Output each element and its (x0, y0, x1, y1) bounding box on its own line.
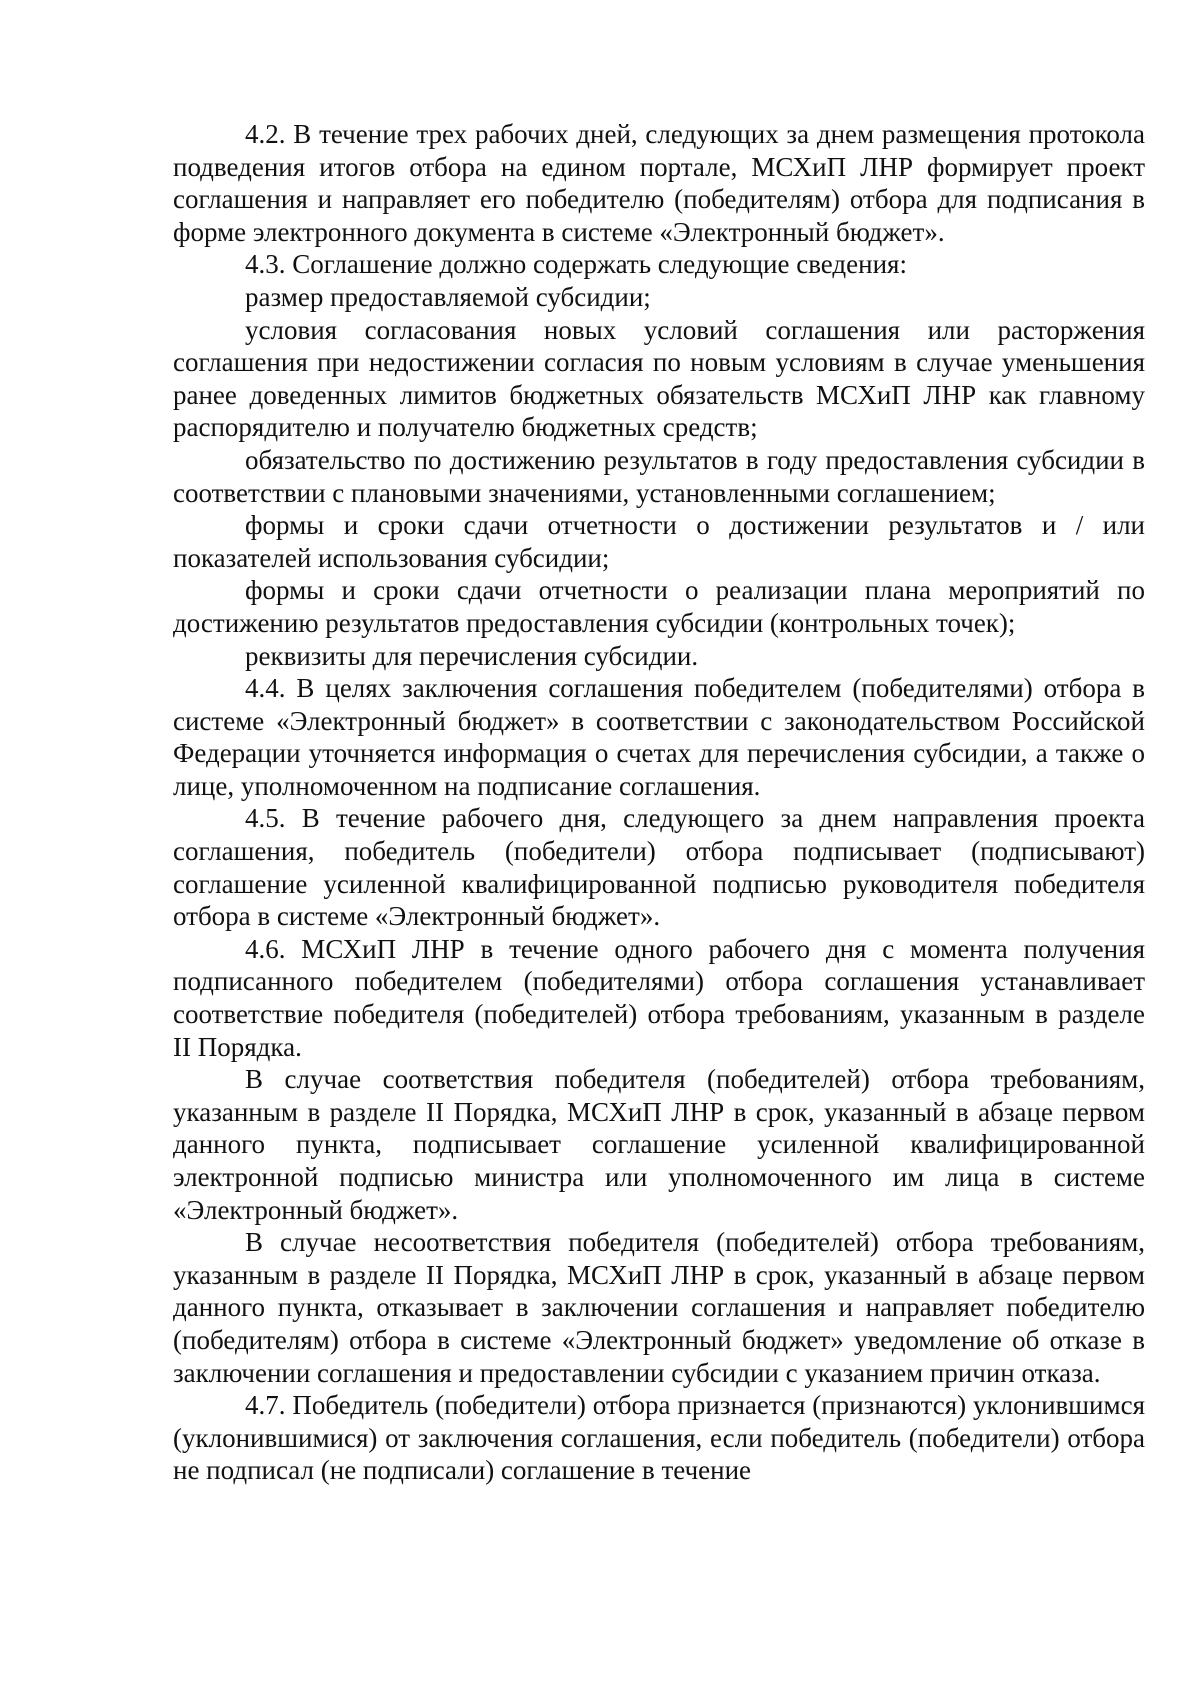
list-item-subsidy-size: размер предоставляемой субсидии; (245, 281, 651, 312)
list-item-reporting-plan: формы и сроки сдачи отчетности о реализации плана мероприятий по достижению результатов предоставления субсидии (контрольных точек); (173, 575, 1145, 638)
list-item-bank-details: реквизиты для перечисления субсидии. (245, 640, 699, 671)
document-page (173, 118, 1145, 1487)
paragraph-4-5: 4.5. В течение рабочего дня, следующего за днем направления проекта соглашения, победитель (победители) отбора подписывает (подписывают) соглашение усиленной квалифицированной подписью руководителя победителя отбора в системе «Электронный бюджет». (173, 803, 1145, 932)
list-item-results-obligation: обязательство по достижению результатов в году предоставления субсидии в соответствии с плановыми значениями, установленными соглашением; (173, 444, 1145, 508)
paragraph-4-6-compliance: В случае соответствия победителя (победителей) отбора требованиям, указанным в разделе II Порядка, МСХиП ЛНР в срок, указанный в абзаце первом данного пункта, подписывает соглашение усиленной квалифицированной электронной подписью министра или уполномоченного им лица в системе «Электронный бюджет». (173, 1064, 1145, 1225)
paragraph-4-6: 4.6. МСХиП ЛНР в течение одного рабочего дня с момента получения подписанного победителем (победителями) отбора соглашения устанавливает соответствие победителя (победителей) отбора требованиям, указанным в разделе II Порядка. (173, 933, 1145, 1062)
paragraph-4-3: 4.3. Соглашение должно содержать следующие сведения: (245, 249, 907, 280)
paragraph-4-7: 4.7. Победитель (победители) отбора признается (признаются) уклонившимся (уклонившимися) от заключения соглашения, если победитель (победители) отбора не подписал (не подписали) соглашение в течение (173, 1390, 1145, 1486)
paragraph-4-2: 4.2. В течение трех рабочих дней, следующих за днем размещения протокола подведения итогов отбора на едином портале, МСХиП ЛНР формирует проект соглашения и направляет его победителю (победителям) отбора для подписания в форме электронного документа в системе «Электронный бюджет». (173, 119, 1145, 247)
paragraph-4-6-noncompliance: В случае несоответствия победителя (победителей) отбора требованиям, указанным в разделе II Порядка, МСХиП ЛНР в срок, указанный в абзаце первом данного пункта, отказывает в заключении соглашения и направляет победителю (победителям) отбора в системе «Электронный бюджет» уведомление об отказе в заключении соглашения и предоставлении субсидии с указанием причин отказа. (173, 1227, 1145, 1388)
list-item-agreement-conditions: условия согласования новых условий соглашения или расторжения соглашения при недостижении согласия по новым условиям в случае уменьшения ранее доведенных лимитов бюджетных обязательств МСХиП ЛНР как главному распорядителю и получателю бюджетных средств; (173, 314, 1145, 443)
paragraph-4-4: 4.4. В целях заключения соглашения победителем (победителями) отбора в системе «Электронный бюджет» в соответствии с законодательством Российской Федерации уточняется информация о счетах для перечисления субсидии, а также о лице, уполномоченном на подписание соглашения. (173, 673, 1145, 801)
list-item-reporting-results: формы и сроки сдачи отчетности о достижении результатов и / или показателей использования субсидии; (173, 510, 1145, 573)
